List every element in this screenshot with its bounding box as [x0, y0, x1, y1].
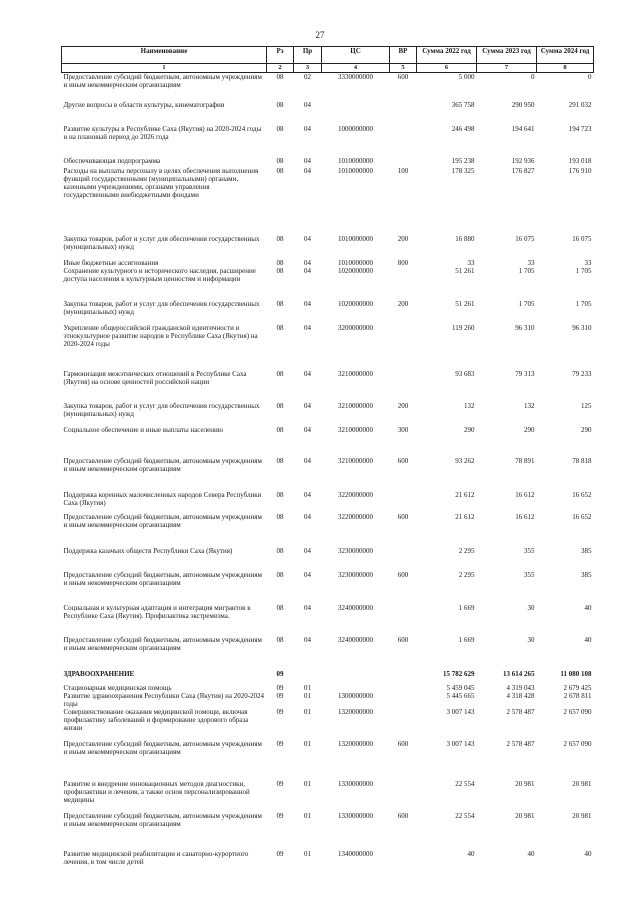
row-rz: 08	[276, 266, 284, 275]
row-sum-2023: 355	[524, 546, 535, 555]
row-sum-2022: 21 612	[455, 512, 475, 521]
budget-table	[61, 46, 594, 876]
row-name: Поддержка коренных малочисленных народов Севера Республики Саха (Якутия)	[63, 490, 262, 507]
row-sum-2024: 385	[581, 570, 592, 579]
row-pr: 01	[304, 691, 311, 700]
column-index: 4	[322, 64, 390, 73]
row-sum-2022: 132	[464, 401, 475, 410]
row-sum-2022: 21 612	[455, 490, 475, 499]
row-sum-2023: 132	[524, 401, 535, 410]
row-vr: 200	[397, 234, 409, 243]
row-sum-2022: 15 782 629	[443, 669, 475, 678]
table-row	[62, 780, 594, 812]
row-sum-2023: 16 075	[515, 234, 535, 243]
row-pr: 04	[304, 266, 311, 275]
row-rz: 09	[276, 691, 284, 700]
row-sum-2023: 355	[524, 570, 535, 579]
table-row	[62, 812, 594, 850]
table-row	[62, 740, 594, 780]
table-row	[62, 457, 594, 491]
header-sum-2023: Сумма 2023 год	[477, 47, 537, 64]
row-cs	[322, 101, 390, 125]
table-row	[62, 547, 594, 571]
row-sum-2022: 365 758	[451, 100, 475, 109]
row-vr: 200	[397, 299, 409, 308]
row-pr: 04	[304, 234, 311, 243]
table-row	[62, 73, 594, 101]
row-sum-2024: 176 910	[568, 166, 592, 175]
column-index: 1	[62, 64, 267, 73]
row-vr: 600	[397, 739, 409, 748]
row-rz: 08	[276, 512, 284, 521]
row-rz: 08	[276, 323, 284, 332]
row-sum-2022: 16 880	[455, 234, 475, 243]
row-sum-2023: 290 950	[511, 100, 535, 109]
row-cs: 3230000000	[338, 570, 373, 579]
row-sum-2024: 125	[581, 401, 592, 410]
table-row	[62, 491, 594, 513]
row-sum-2022: 1 669	[458, 635, 475, 644]
row-cs: 1020000000	[338, 299, 373, 308]
header-sum-2022: Сумма 2022 год	[417, 47, 477, 64]
row-cs: 3200000000	[338, 323, 373, 332]
row-sum-2023: 13 614 265	[503, 669, 535, 678]
row-vr	[390, 780, 417, 812]
row-sum-2022: 246 498	[451, 124, 475, 133]
row-sum-2024: 2 657 090	[563, 739, 592, 748]
table-header-row	[62, 47, 594, 64]
row-name: Предоставление субсидий бюджетным, автономным учреждениям и иным некоммерческим организациям	[63, 456, 262, 473]
row-cs: 3210000000	[338, 456, 373, 465]
row-sum-2023: 2 578 487	[506, 707, 535, 716]
row-rz: 09	[276, 707, 284, 716]
row-name: Закупка товаров, работ и услуг для обеспечения государственных (муниципальных) нужд	[63, 234, 260, 251]
column-index: 2	[267, 64, 294, 73]
row-pr: 04	[304, 512, 311, 521]
row-pr: 01	[304, 849, 311, 858]
row-rz: 08	[276, 490, 284, 499]
row-rz: 08	[276, 456, 284, 465]
row-sum-2024: 40	[584, 603, 592, 612]
row-vr: 600	[397, 73, 409, 81]
row-sum-2024: 96 310	[572, 323, 592, 332]
table-row	[62, 604, 594, 636]
row-vr: 600	[397, 456, 409, 465]
row-sum-2024: 33	[584, 258, 592, 267]
row-sum-2024: 385	[581, 546, 592, 555]
row-sum-2024: 1 705	[575, 299, 592, 308]
row-pr: 04	[304, 425, 311, 434]
row-cs: 3240000000	[338, 603, 373, 612]
row-cs: 1340000000	[338, 849, 373, 858]
table-row	[62, 636, 594, 670]
row-cs: 3240000000	[338, 635, 373, 644]
row-cs: 3210000000	[338, 425, 373, 434]
row-name: Закупка товаров, работ и услуг для обеспечения государственных (муниципальных) нужд	[63, 401, 260, 418]
row-vr: 300	[397, 425, 409, 434]
row-sum-2024: 20 981	[572, 779, 592, 788]
row-sum-2023: 16 612	[515, 512, 535, 521]
row-cs: 3330000000	[338, 73, 373, 81]
row-sum-2023: 1 705	[518, 299, 535, 308]
page-number: 27	[315, 30, 325, 40]
row-sum-2022: 5 459 045	[446, 683, 475, 692]
table-row	[62, 513, 594, 547]
row-pr: 04	[304, 156, 311, 165]
row-name: Сохранение культурного и исторического наследия, расширение доступа населения к культурным ценностям и информации	[63, 266, 256, 283]
row-sum-2023: 16 612	[515, 490, 535, 499]
row-sum-2023: 192 936	[511, 156, 535, 165]
row-sum-2024: 291 032	[568, 100, 592, 109]
row-name: Расходы на выплаты персоналу в целях обеспечения выполнения функций государственными (муниципальными) органами, казенными учреждениями, органами управления государственными внебюджетными фондами	[63, 166, 259, 199]
row-vr	[390, 324, 417, 370]
row-sum-2023: 30	[527, 635, 535, 644]
row-cs: 1020000000	[338, 266, 373, 275]
table-row	[62, 300, 594, 324]
row-cs: 3210000000	[338, 369, 373, 378]
row-sum-2022: 33	[467, 258, 475, 267]
row-sum-2023: 290	[524, 425, 535, 434]
row-pr: 01	[304, 683, 311, 692]
row-rz: 09	[276, 683, 284, 692]
row-cs: 1010000000	[338, 166, 373, 175]
row-cs: 3220000000	[338, 490, 373, 499]
row-sum-2022: 22 554	[455, 811, 475, 820]
row-name: Закупка товаров, работ и услуг для обеспечения государственных (муниципальных) нужд	[63, 299, 260, 316]
row-sum-2022: 51 261	[455, 266, 475, 275]
row-rz: 09	[276, 849, 284, 858]
table-row	[62, 402, 594, 426]
row-name: Стационарная медицинская помощь	[63, 683, 172, 692]
row-sum-2023: 30	[527, 603, 535, 612]
row-vr	[390, 604, 417, 636]
row-cs: 1000000000	[338, 124, 373, 133]
row-name: Социальная и культурная адаптация и интеграция мигрантов в Республике Саха (Якутия). Профилактика экстремизма.	[63, 603, 251, 620]
row-pr: 01	[304, 739, 311, 748]
row-sum-2024: 40	[584, 635, 592, 644]
table-row	[62, 370, 594, 402]
table-body	[62, 73, 594, 876]
row-vr	[390, 850, 417, 876]
table-row	[62, 235, 594, 259]
table-row	[62, 426, 594, 457]
table-row	[62, 708, 594, 740]
row-name: Социальное обеспечение и иные выплаты населению	[63, 425, 223, 434]
row-sum-2022: 195 238	[451, 156, 475, 165]
row-name: Развитие культуры в Республике Саха (Якутия) на 2020-2024 годы и на плановый период до 2026 года	[63, 124, 262, 141]
row-pr: 04	[304, 124, 311, 133]
row-sum-2022: 51 261	[455, 299, 475, 308]
row-sum-2022: 119 260	[452, 323, 475, 332]
row-pr: 04	[304, 603, 311, 612]
row-vr: 600	[397, 635, 409, 644]
row-sum-2023: 79 313	[515, 369, 535, 378]
column-index-row	[62, 64, 594, 73]
row-sum-2023: 0	[531, 73, 535, 81]
table-row	[62, 101, 594, 125]
row-sum-2024: 20 981	[572, 811, 592, 820]
row-sum-2022: 93 683	[455, 369, 475, 378]
row-sum-2024: 2 657 090	[563, 707, 592, 716]
row-cs: 1010000000	[338, 258, 373, 267]
table-row	[62, 684, 594, 692]
table-row	[62, 850, 594, 876]
table-row	[62, 157, 594, 167]
row-name: Обеспечивающая подпрограмма	[63, 156, 161, 165]
table-row	[62, 167, 594, 235]
row-sum-2023: 176 827	[511, 166, 535, 175]
row-cs: 1330000000	[338, 779, 373, 788]
column-index: 5	[390, 64, 417, 73]
row-cs	[322, 684, 390, 692]
row-rz: 08	[276, 73, 284, 81]
row-vr: 600	[397, 512, 409, 521]
row-sum-2022: 3 007 143	[446, 707, 475, 716]
row-name: Предоставление субсидий бюджетным, автономным учреждениям и иным некоммерческим организациям	[63, 73, 262, 89]
row-sum-2024: 193 018	[568, 156, 592, 165]
row-pr: 01	[304, 811, 311, 820]
row-rz: 08	[276, 570, 284, 579]
row-vr	[390, 267, 417, 300]
row-sum-2023: 20 981	[515, 779, 535, 788]
row-rz: 08	[276, 124, 284, 133]
row-rz: 09	[276, 669, 284, 678]
row-name: Иные бюджетные ассигнования	[63, 258, 159, 267]
row-sum-2024: 16 075	[572, 234, 592, 243]
row-rz: 09	[276, 779, 284, 788]
row-rz: 08	[276, 299, 284, 308]
row-sum-2024: 290	[581, 425, 592, 434]
row-rz: 08	[276, 156, 284, 165]
row-pr: 02	[304, 73, 311, 81]
row-name: Другие вопросы в области культуры, кинематографии	[63, 100, 225, 109]
row-vr	[390, 157, 417, 167]
row-pr: 04	[304, 635, 311, 644]
table-row	[62, 571, 594, 604]
row-name: Предоставление субсидий бюджетным, автономным учреждениям и иным некоммерческим организациям	[63, 635, 262, 652]
header-sum-2024: Сумма 2024 год	[537, 47, 594, 64]
row-cs: 3210000000	[338, 401, 373, 410]
row-sum-2022: 2 295	[458, 546, 475, 555]
row-sum-2023: 78 891	[515, 456, 535, 465]
row-name: Гармонизация межэтнических отношений в Республике Саха (Якутия) на основе ценностей российской нации	[63, 369, 247, 386]
row-name: Предоставление субсидий бюджетным, автономным учреждениям и иным некоммерческим организациям	[63, 739, 262, 756]
row-sum-2023: 4 319 043	[506, 683, 535, 692]
row-cs: 1320000000	[338, 707, 373, 716]
column-index: 3	[294, 64, 322, 73]
row-sum-2024: 194 723	[568, 124, 592, 133]
row-sum-2024: 40	[584, 849, 592, 858]
row-name: Развитие медицинской реабилитации и санаторно-курортного лечения, в том числе детей	[63, 849, 249, 866]
row-sum-2023: 4 318 428	[506, 691, 535, 700]
row-name: Предоставление субсидий бюджетным, автономным учреждениям и иным некоммерческим организациям	[63, 512, 262, 529]
row-vr	[390, 101, 417, 125]
row-pr: 01	[304, 779, 311, 788]
row-name: Поддержка казачьих обществ Республики Саха (Якутия)	[63, 546, 233, 555]
column-index: 7	[477, 64, 537, 73]
row-cs: 3220000000	[338, 512, 373, 521]
row-vr: 100	[397, 166, 409, 175]
table-row	[62, 670, 594, 684]
row-sum-2024: 79 233	[572, 369, 592, 378]
row-sum-2022: 178 325	[451, 166, 475, 175]
row-name: Предоставление субсидий бюджетным, автономным учреждениям и иным некоммерческим организациям	[63, 570, 262, 587]
row-vr	[390, 708, 417, 740]
row-sum-2024: 2 678 811	[563, 691, 592, 700]
row-pr: 04	[304, 258, 311, 267]
row-rz: 08	[276, 401, 284, 410]
row-pr: 01	[304, 707, 311, 716]
row-sum-2023: 1 705	[518, 266, 535, 275]
row-name: Развитие и внедрение инновационных методов диагностики, профилактики и лечения, а также основ персонализированной медицины	[63, 779, 250, 804]
row-rz: 08	[276, 258, 284, 267]
row-rz: 09	[276, 739, 284, 748]
row-pr	[294, 670, 322, 684]
row-pr: 04	[304, 369, 311, 378]
row-rz: 08	[276, 166, 284, 175]
row-rz: 08	[276, 100, 284, 109]
row-sum-2023: 96 310	[515, 323, 535, 332]
row-sum-2024: 2 679 425	[563, 683, 592, 692]
row-cs: 3230000000	[338, 546, 373, 555]
row-sum-2022: 5 445 665	[446, 691, 475, 700]
header-vr: ВР	[390, 47, 417, 64]
row-sum-2024: 0	[588, 73, 592, 81]
row-rz: 08	[276, 369, 284, 378]
row-cs: 1300000000	[338, 691, 373, 700]
row-sum-2022: 22 554	[455, 779, 475, 788]
row-vr	[390, 684, 417, 692]
header-name: Наименование	[62, 47, 267, 64]
row-name: Совершенствование оказания медицинской помощи, включая профилактику заболеваний и формирование здорового образа жизни	[63, 707, 249, 732]
row-pr: 04	[304, 100, 311, 109]
row-sum-2023: 194 641	[511, 124, 535, 133]
row-vr: 800	[397, 258, 409, 267]
row-sum-2022: 40	[467, 849, 475, 858]
row-sum-2022: 93 262	[455, 456, 475, 465]
header-cs: ЦС	[322, 47, 390, 64]
row-sum-2022: 1 669	[458, 603, 475, 612]
column-index: 8	[537, 64, 594, 73]
row-pr: 04	[304, 546, 311, 555]
row-sum-2024: 16 652	[572, 512, 592, 521]
row-cs: 1010000000	[338, 234, 373, 243]
row-name: Укрепление общероссийской гражданской идентичности и этнокультурное развитие народов в Республике Саха (Якутия) на 2020-2024 годы	[63, 323, 258, 348]
row-pr: 04	[304, 166, 311, 175]
row-cs: 1330000000	[338, 811, 373, 820]
row-sum-2023: 2 578 487	[506, 739, 535, 748]
row-vr: 200	[397, 401, 409, 410]
row-sum-2023: 33	[527, 258, 535, 267]
row-pr: 04	[304, 490, 311, 499]
row-vr	[390, 670, 417, 684]
row-sum-2022: 2 295	[458, 570, 475, 579]
row-pr: 04	[304, 456, 311, 465]
row-vr	[390, 125, 417, 157]
header-pr: Пр	[294, 47, 322, 64]
row-sum-2024: 16 652	[572, 490, 592, 499]
row-rz: 09	[276, 811, 284, 820]
row-vr	[390, 491, 417, 513]
row-vr	[390, 692, 417, 708]
row-sum-2023: 40	[527, 849, 535, 858]
row-pr: 04	[304, 299, 311, 308]
table-row	[62, 267, 594, 300]
row-rz: 08	[276, 635, 284, 644]
row-sum-2024: 1 705	[575, 266, 592, 275]
row-cs: 1010000000	[338, 156, 373, 165]
row-vr	[390, 370, 417, 402]
table-row	[62, 692, 594, 708]
row-pr: 04	[304, 401, 311, 410]
row-sum-2022: 5 000	[458, 73, 475, 81]
row-rz: 08	[276, 425, 284, 434]
row-vr: 600	[397, 811, 409, 820]
row-name: Предоставление субсидий бюджетным, автономным учреждениям и иным некоммерческим организациям	[63, 811, 262, 828]
row-pr: 04	[304, 323, 311, 332]
row-pr: 04	[304, 570, 311, 579]
table-row	[62, 324, 594, 370]
row-vr	[390, 547, 417, 571]
row-sum-2024: 78 818	[572, 456, 592, 465]
table-row	[62, 125, 594, 157]
row-sum-2022: 290	[464, 425, 475, 434]
row-name: ЗДРАВООХРАНЕНИЕ	[63, 669, 135, 678]
row-sum-2024: 11 080 108	[560, 669, 592, 678]
row-vr: 600	[397, 570, 409, 579]
row-cs: 1320000000	[338, 739, 373, 748]
row-name: Развитие здравоохранения Республики Саха (Якутия) на 2020-2024 годы	[63, 691, 265, 708]
header-rz: Рз	[267, 47, 294, 64]
row-sum-2023: 20 981	[515, 811, 535, 820]
row-cs	[322, 670, 390, 684]
row-rz: 08	[276, 234, 284, 243]
row-rz: 08	[276, 546, 284, 555]
table-row	[62, 259, 594, 267]
row-sum-2022: 3 007 143	[446, 739, 475, 748]
row-rz: 08	[276, 603, 284, 612]
column-index: 6	[417, 64, 477, 73]
